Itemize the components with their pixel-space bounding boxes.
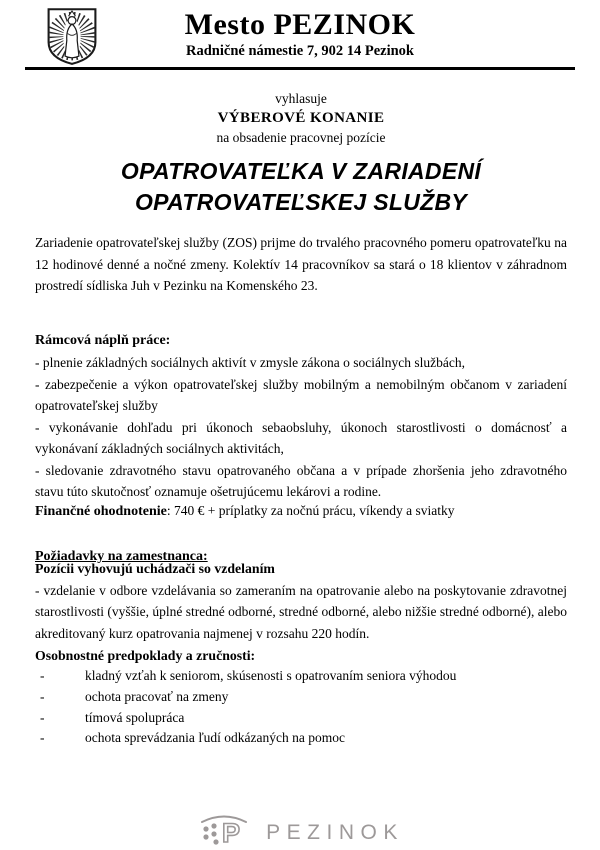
list-dash: - — [40, 688, 45, 704]
education-heading: Pozícii vyhovujú uchádzači so vzdelaním — [35, 561, 275, 576]
job-scope-heading: Rámcová náplň práce: — [35, 333, 171, 348]
pezinok-logo-icon — [196, 809, 258, 850]
intro-line-position: na obsadenie pracovnej pozície — [216, 130, 386, 145]
job-scope-list — [35, 352, 567, 503]
list-item-text: ochota sprevádzania ľudí odkázaných na pomoc — [85, 730, 346, 746]
salary-value: : 740 € + príplatky za nočnú prácu, víkendy a sviatky — [166, 503, 455, 518]
document-header — [0, 6, 600, 68]
education-text: - vzdelanie v odbore vzdelávania so zameraním na opatrovanie alebo na poskytovanie zdravotnej starostlivosti (vyššie, úplné stredné odborné, stredné odborné, alebo nižšie stredné odborné), alebo akreditovaný kurz opatrovania najmenej v rozsahu 220 hodín. — [35, 582, 567, 641]
intro-line-announces: vyhlasuje — [275, 91, 327, 106]
salary-label: Finančné ohodnotenie — [35, 504, 167, 519]
logo-letter: P — [222, 817, 241, 845]
position-title-line2: OPATROVATEĽSKEJ SLUŽBY — [134, 189, 468, 215]
list-item-text: kladný vzťah k seniorom, skúsenosti s opatrovaním seniora výhodou — [85, 668, 457, 683]
position-title-line1: OPATROVATEĽKA V ZARIADENÍ — [120, 158, 482, 184]
job-scope-item: - plnenie základných sociálnych aktivít v zmysle zákona o sociálnych službách, — [35, 355, 465, 370]
list-item — [35, 708, 567, 729]
org-title: Mesto PEZINOK — [184, 8, 416, 41]
salary-line — [35, 500, 567, 523]
brand-text: PEZINOK — [266, 821, 404, 844]
intro-section — [35, 89, 567, 148]
personal-qualities-section — [35, 645, 567, 749]
coat-of-arms-icon — [46, 7, 98, 72]
list-dash: - — [40, 668, 45, 683]
list-dash: - — [40, 709, 45, 725]
personal-qualities-heading: Osobnostné predpoklady a zručnosti: — [35, 648, 256, 663]
list-item — [35, 687, 567, 708]
list-item-text: tímová spolupráca — [85, 709, 185, 725]
summary-paragraph: Zariadenie opatrovateľskej služby (ZOS) prijme do trvalého pracovného pomeru opatrovateľku na 12 hodinové denné a nočné zmeny. Kolektív 14 pracovníkov sa stará o 18 klientov v záhradnom prostredí sídliska Juh v Pezinku na Komenského 23. — [35, 235, 567, 293]
list-dash: - — [40, 730, 45, 746]
intro-line-selection: VÝBEROVÉ KONANIE — [217, 110, 385, 126]
requirements-heading: Požiadavky na zamestnanca: — [35, 549, 208, 564]
job-scope-item: - vykonávanie dohľadu pri úkonoch sebaobsluhy, úkonoch starostlivosti o domácnosť a vykonávaní základných sociálnych aktivitách, — [35, 419, 567, 456]
footer-brand — [0, 810, 600, 848]
header-divider — [25, 67, 575, 70]
list-item-text: ochota pracovať na zmeny — [85, 688, 229, 704]
education-section — [35, 558, 567, 644]
list-item — [35, 728, 567, 749]
list-item — [35, 666, 567, 687]
job-scope-item: - sledovanie zdravotného stavu opatrovaného občana a v prípade zhoršenia jeho zdravotného stavu túto skutočnosť oznamuje ošetrujúcemu lekárovi a rodine. — [35, 462, 567, 499]
org-address: Radničné námestie 7, 902 14 Pezinok — [186, 43, 414, 59]
position-title — [35, 156, 567, 218]
job-scope-item: - zabezpečenie a výkon opatrovateľskej služby mobilným a nemobilným občanom v zariadení opatrovateľskej služby — [35, 376, 567, 413]
